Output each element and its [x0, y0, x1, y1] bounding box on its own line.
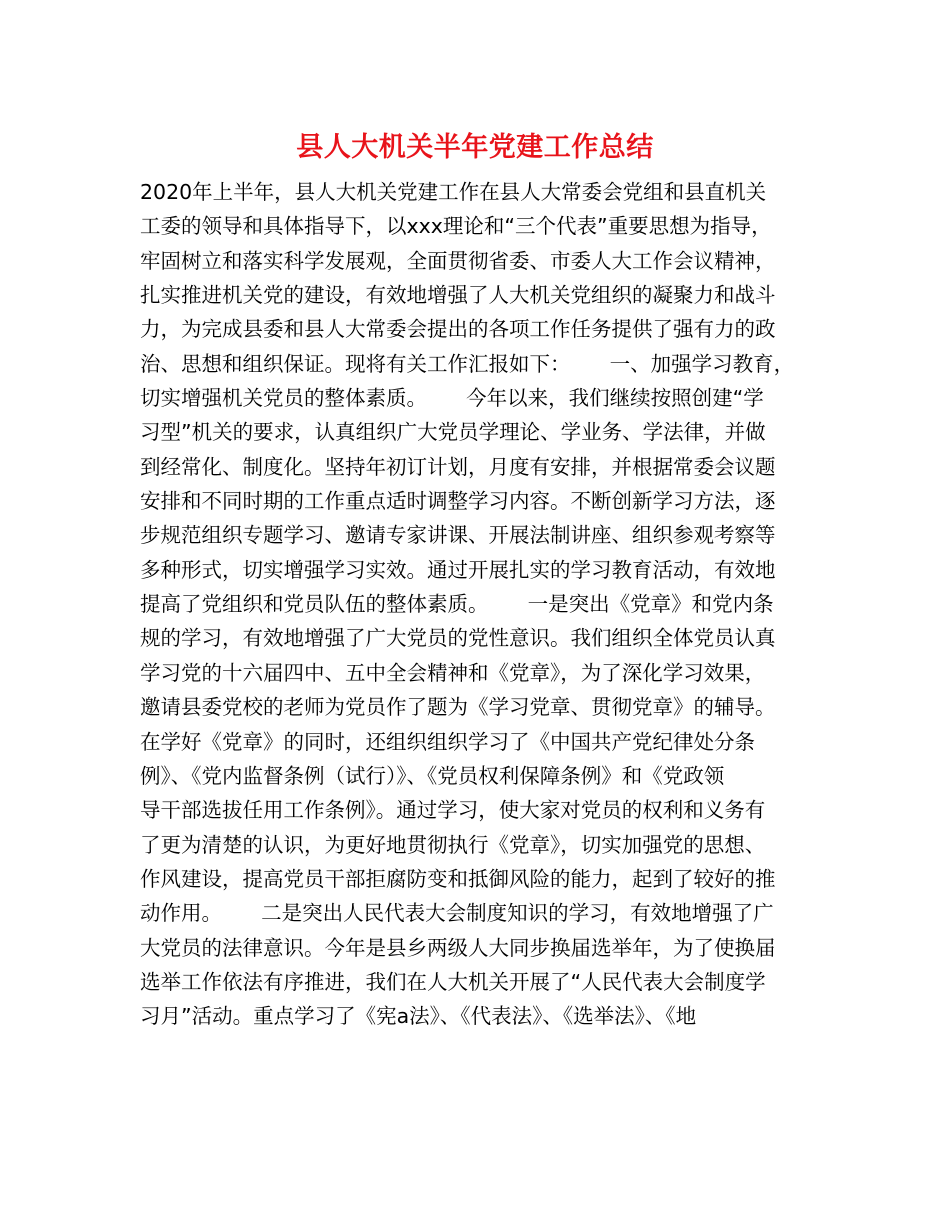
- body-text-line: 动作用。 二是突出人民代表大会制度知识的学习，有效地增强了广: [140, 901, 774, 926]
- body-text-line: 了更为清楚的认识，为更好地贯彻执行《党章》，切实加强党的思想、: [140, 832, 766, 857]
- body-text-line: 大党员的法律意识。今年是县乡两级人大同步换届选举年，为了使换届: [140, 935, 776, 960]
- body-text-line: 习月”活动。重点学习了《宪a法》、《代表法》、《选举法》、《地: [140, 1004, 697, 1029]
- body-text-line: 提高了党组织和党员队伍的整体素质。 一是突出《党章》和党内条: [140, 592, 774, 617]
- body-text-line: 步规范组织专题学习、邀请专家讲课、开展法制讲座、组织参观考察等: [140, 523, 776, 548]
- body-text-line: 切实增强机关党员的整体素质。 今年以来，我们继续按照创建“学: [140, 386, 764, 411]
- body-text-line: 邀请县委党校的老师为党员作了题为《学习党章、贯彻党章》的辅导。: [140, 695, 776, 720]
- body-text-line: 学习党的十六届四中、五中全会精神和《党章》，为了深化学习效果，: [140, 660, 766, 685]
- body-text-line: 牢固树立和落实科学发展观，全面贯彻省委、市委人大工作会议精神，: [140, 248, 776, 273]
- body-text-line: 安排和不同时期的工作重点适时调整学习内容。不断创新学习方法，逐: [140, 489, 776, 514]
- body-text-line: 例》、《党内监督条例（试行）》、《党员权利保障条例》和《党政领: [140, 763, 725, 788]
- document-body: [140, 175, 830, 1034]
- page-title: 县人大机关半年党建工作总结: [296, 132, 654, 163]
- body-text-line: 2020年上半年，县人大机关党建工作在县人大常委会党组和县直机关: [140, 180, 767, 204]
- body-text-line: 多种形式，切实增强学习实效。通过开展扎实的学习教育活动，有效地: [140, 557, 776, 582]
- body-text-line: 规的学习，有效地增强了广大党员的党性意识。我们组织全体党员认真: [140, 626, 776, 651]
- body-text-line: 习型”机关的要求，认真组织广大党员学理论、学业务、学法律，并做: [140, 420, 766, 445]
- body-text-line: 扎实推进机关党的建设，有效地增强了人大机关党组织的凝聚力和战斗: [140, 283, 776, 308]
- body-text-line: 导干部选拔任用工作条例》。通过学习，使大家对党员的权利和义务有: [140, 798, 766, 823]
- body-text-line: 到经常化、制度化。坚持年初订计划，月度有安排，并根据常委会议题: [140, 454, 776, 479]
- body-text-line: 作风建设，提高党员干部拒腐防变和抵御风险的能力，起到了较好的推: [140, 866, 776, 891]
- body-text-line: 工委的领导和具体指导下，以xxx理论和“三个代表”重要思想为指导，: [140, 214, 772, 239]
- body-text-line: 力，为完成县委和县人大常委会提出的各项工作任务提供了强有力的政: [140, 317, 776, 342]
- body-text-line: 治、思想和组织保证。现将有关工作汇报如下： 一、加强学习教育，: [140, 351, 795, 376]
- body-text-line: 在学好《党章》的同时，还组织组织学习了《中国共产党纪律处分条: [140, 729, 755, 754]
- body-text-line: 选举工作依法有序推进，我们在人大机关开展了“人民代表大会制度学: [140, 969, 766, 994]
